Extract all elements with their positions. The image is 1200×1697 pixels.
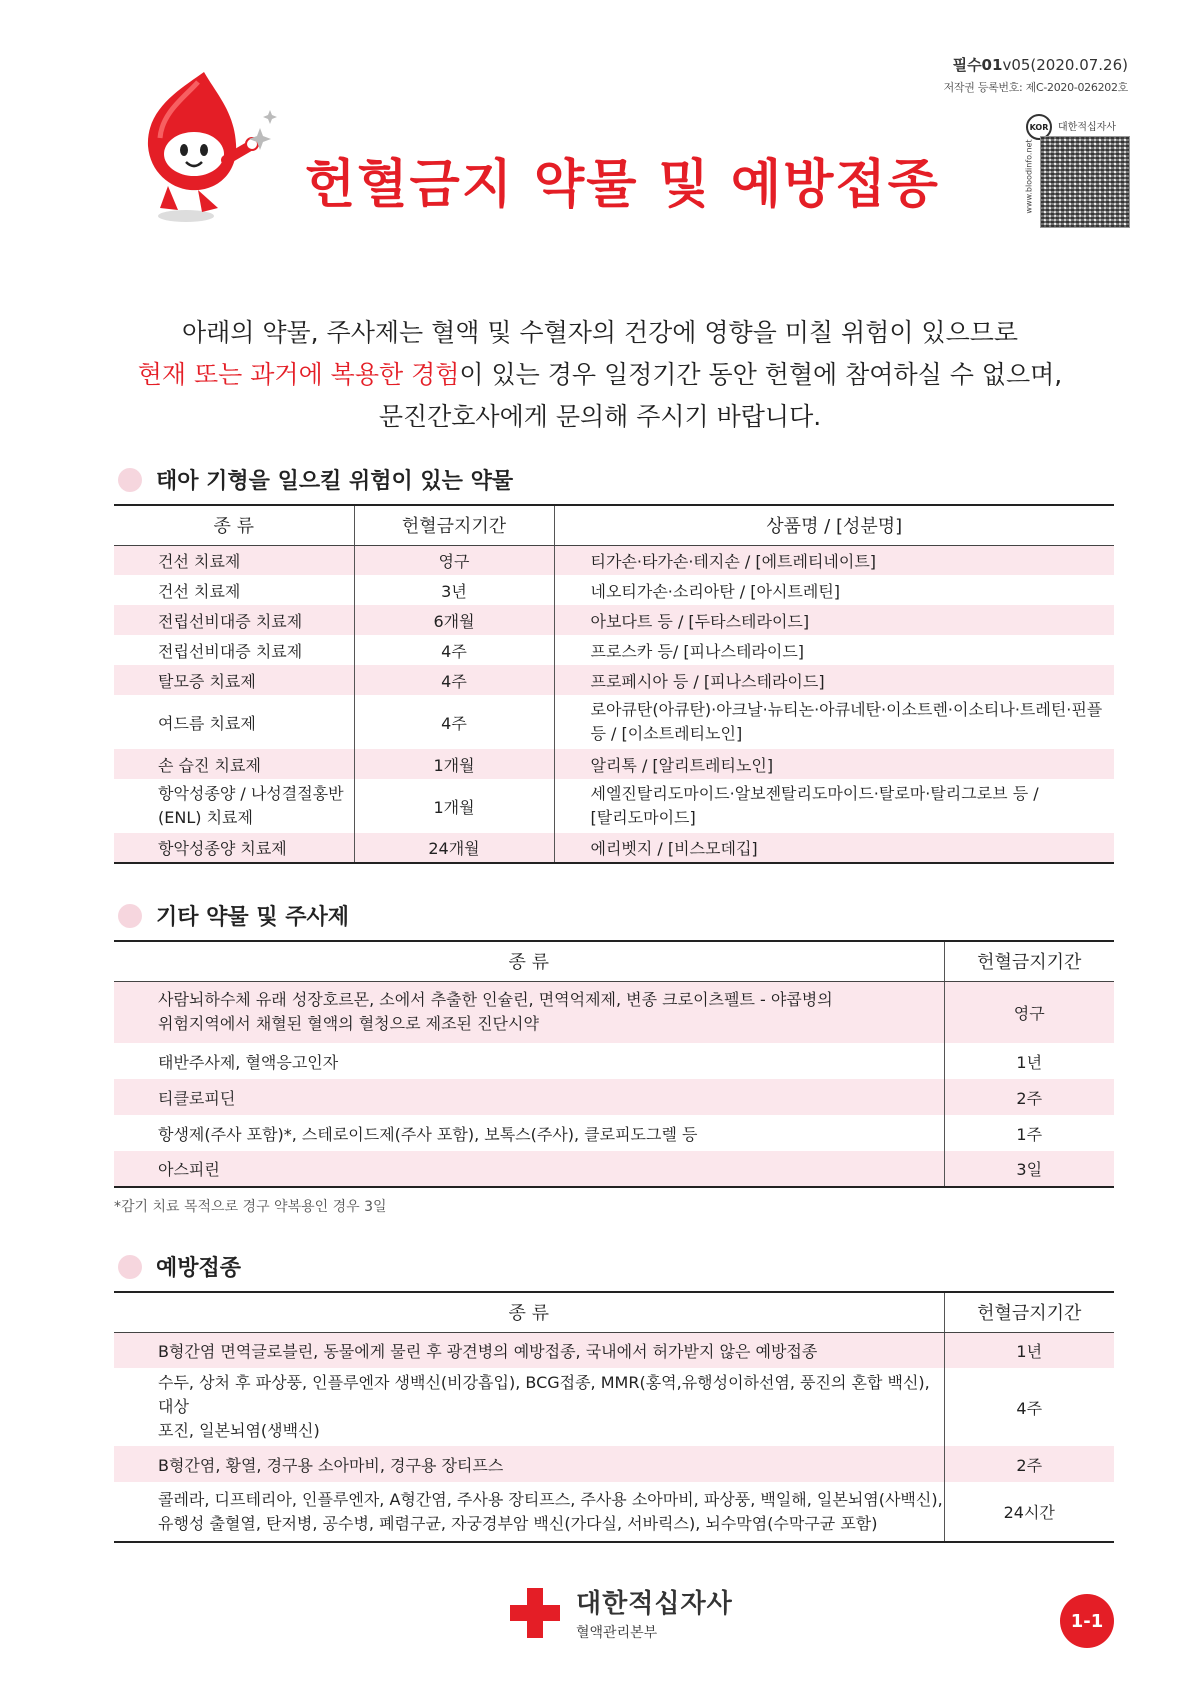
document-id-block: [944, 54, 1128, 95]
cell-type-line-1: 콜레라, 디프테리아, 인플루엔자, A형간염, 주사용 장티프스, 주사용 소아마비, 파상풍, 백일해, 일본뇌염(사백신),: [158, 1489, 943, 1509]
col-header-period: 헌혈금지기간: [354, 505, 554, 545]
cell-type-line-2: 포진, 일본뇌염(생백신): [158, 1421, 320, 1440]
cell-product: 프로페시아 등 / [피나스테라이드]: [554, 665, 1114, 695]
table-row: [114, 749, 1114, 779]
intro-line-2: [0, 354, 1200, 396]
section-title: 예방접종: [156, 1256, 242, 1281]
cell-product-line-2: 등 / [이소트레티노인]: [590, 724, 743, 743]
table-row: [114, 545, 1114, 575]
cell-product-line-1: 세엘진탈리도마이드·알보젠탈리도마이드·탈로마·탈리그로브 등 /: [590, 784, 1039, 803]
table-row: [114, 1079, 1114, 1115]
cell-type-line-2: 유행성 출혈열, 탄저병, 공수병, 폐렴구균, 자궁경부암 백신(가다실, 서바릭스), 뇌수막염(수막구균 포함): [158, 1513, 878, 1533]
cell-period: 1개월: [354, 749, 554, 779]
table-row: [114, 1332, 1114, 1368]
table-row: [114, 1368, 1114, 1446]
cell-product: 티가손·타가손·테지손 / [에트레티네이트]: [554, 545, 1114, 575]
cell-type: [114, 1368, 944, 1446]
section-title: 기타 약물 및 주사제: [156, 905, 349, 930]
table-header-row: [114, 941, 1114, 981]
teratogenic-drugs-table: [114, 504, 1114, 864]
cell-period: 영구: [944, 981, 1114, 1043]
section-heading-vaccination: [118, 1251, 241, 1282]
org-text: [576, 1583, 733, 1642]
bullet-dot-icon: [118, 1255, 142, 1279]
cell-product: 알리톡 / [알리트레티노인]: [554, 749, 1114, 779]
page-title: 헌혈금지 약물 및 예방접종: [305, 155, 940, 215]
intro-line-3: 문진간호사에게 문의해 주시기 바랍니다.: [378, 402, 822, 431]
col-header-type: 종 류: [114, 941, 944, 981]
cell-product: [554, 779, 1114, 833]
col-header-product: 상품명 / [성분명]: [554, 505, 1114, 545]
cell-type: B형간염, 황열, 경구용 소아마비, 경구용 장티프스: [114, 1446, 944, 1482]
table-row: [114, 665, 1114, 695]
cell-product-line-2: [탈리도마이드]: [590, 808, 696, 827]
document-version: v05(2020.07.26): [1002, 56, 1128, 74]
table-row: [114, 779, 1114, 833]
cell-period: 4주: [354, 695, 554, 749]
cell-type: 건선 치료제: [114, 545, 354, 575]
document-code: [944, 54, 1128, 75]
cell-period: 24개월: [354, 833, 554, 863]
bullet-dot-icon: [118, 468, 142, 492]
cell-type: 항생제(주사 포함)*, 스테로이드제(주사 포함), 보톡스(주사), 클로피도그렐 등: [114, 1115, 944, 1151]
copyright-registration: 저작권 등록번호: 제C-2020-026202호: [943, 81, 1128, 94]
cell-product-line-1: 로아큐탄(아큐탄)·아크날·뉴티논·아큐네탄·이소트렌·이소티나·트레틴·핀플: [590, 700, 1103, 719]
cell-type: B형간염 면역글로블린, 동물에게 물린 후 광견병의 예방접종, 국내에서 허가받지 않은 예방접종: [114, 1332, 944, 1368]
cell-product: 아보다트 등 / [두타스테라이드]: [554, 605, 1114, 635]
vaccination-table: [114, 1291, 1114, 1543]
cell-period: 1년: [944, 1332, 1114, 1368]
document-code-bold: 필수01: [952, 56, 1003, 74]
cell-type: 항악성종양 치료제: [114, 833, 354, 863]
col-header-type: 종 류: [114, 1292, 944, 1332]
cell-period: 4주: [354, 665, 554, 695]
cell-type: 탈모증 치료제: [114, 665, 354, 695]
table-row: [114, 1151, 1114, 1187]
cell-type: 건선 치료제: [114, 575, 354, 605]
cell-period: 4주: [354, 635, 554, 665]
section-title: 태아 기형을 일으킬 위험이 있는 약물: [156, 469, 514, 494]
cell-product: 네오티가손·소리아탄 / [아시트레틴]: [590, 581, 841, 601]
cell-type: 전립선비대증 치료제: [114, 605, 354, 635]
org-subtitle: 혈액관리본부: [576, 1625, 658, 1641]
table-row: [114, 1482, 1114, 1542]
cell-period: 1개월: [354, 779, 554, 833]
cell-period: 24시간: [944, 1482, 1114, 1542]
page-number-badge: 1-1: [1060, 1594, 1114, 1648]
cell-period: 3년: [354, 575, 554, 605]
section-heading-other-drugs: [118, 900, 349, 931]
table-row: [114, 1446, 1114, 1482]
cell-product: 프로스카 등/ [피나스테라이드]: [590, 641, 805, 661]
cell-type: 전립선비대증 치료제: [114, 635, 354, 665]
table-header-row: [114, 1292, 1114, 1332]
cell-type: [114, 779, 354, 833]
table-row: [114, 833, 1114, 863]
qr-code-block: [1020, 114, 1130, 229]
cell-period: 1년: [1016, 1052, 1043, 1072]
kor-seal-icon: KOR: [1026, 114, 1052, 140]
table-row: [114, 575, 1114, 605]
cell-product: 에리벳지 / [비스모데깁]: [554, 833, 1114, 863]
intro-line-1: 아래의 약물, 주사제는 혈액 및 수혈자의 건강에 영향을 미칠 위험이 있으므로: [181, 318, 1019, 347]
cell-type: 아스피린: [114, 1151, 944, 1187]
org-name: 대한적십자사: [576, 1589, 733, 1619]
cell-type-line-2: 위험지역에서 채혈된 혈액의 혈청으로 제조된 진단시약: [158, 1014, 539, 1034]
qr-org-label: 대한적십자사: [1058, 122, 1116, 133]
cell-type-line-1: 수두, 상처 후 파상풍, 인플루엔자 생백신(비강흡입), BCG접종, MMR(홍역,유행성이하선염, 풍진의 혼합 백신), 대상: [158, 1373, 930, 1416]
qr-code-icon: [1040, 136, 1130, 228]
cell-type: 태반주사제, 혈액응고인자: [114, 1043, 944, 1079]
cell-period: 영구: [354, 545, 554, 575]
table-row: [114, 605, 1114, 635]
table-row: [114, 635, 1114, 665]
red-cross-logo: [510, 1583, 733, 1642]
cell-type: 티클로피딘: [114, 1079, 944, 1115]
cell-type-line-1: 사람뇌하수체 유래 성장호르몬, 소에서 추출한 인슐린, 면역억제제, 변종 크로이츠펠트 - 야콥병의: [158, 990, 833, 1010]
cell-type: 손 습진 치료제: [114, 749, 354, 779]
blood-drop-mascot-icon: [138, 68, 278, 238]
cell-period: 2주: [944, 1079, 1114, 1115]
other-drugs-table: [114, 940, 1114, 1188]
table-header-row: [114, 505, 1114, 545]
red-cross-icon: [510, 1588, 560, 1638]
intro-text: [0, 312, 1200, 438]
cell-type: [114, 981, 944, 1043]
cell-period: 4주: [1016, 1398, 1043, 1418]
intro-highlight: 현재 또는 과거에 복용한 경험: [137, 360, 460, 389]
table-row: [114, 695, 1114, 749]
section-heading-teratogenic: [118, 464, 513, 495]
col-header-type: 종 류: [114, 505, 354, 545]
intro-line-2-rest: 이 있는 경우 일정기간 동안 헌혈에 참여하실 수 없으며,: [459, 360, 1063, 389]
cell-period: 1주: [1016, 1124, 1043, 1144]
cell-period: 3일: [944, 1151, 1114, 1187]
table-row: [114, 981, 1114, 1043]
cell-type-line-2: (ENL) 치료제: [158, 808, 253, 827]
cell-period: 2주: [944, 1446, 1114, 1482]
col-header-period: 헌혈금지기간: [944, 1292, 1114, 1332]
qr-site-label: www.bloodinfo.net: [1024, 139, 1034, 214]
cell-type-line-1: 항악성종양 / 나성결절홍반: [158, 784, 344, 803]
cell-product: [554, 695, 1114, 749]
footnote: *감기 치료 목적으로 경구 약복용인 경우 3일: [114, 1199, 387, 1215]
col-header-period: 헌혈금지기간: [944, 941, 1114, 981]
table-row: [114, 1043, 1114, 1079]
bullet-dot-icon: [118, 904, 142, 928]
cell-type: [114, 1482, 944, 1542]
cell-period: 6개월: [354, 605, 554, 635]
cell-type: 여드름 치료제: [114, 695, 354, 749]
table-row: [114, 1115, 1114, 1151]
